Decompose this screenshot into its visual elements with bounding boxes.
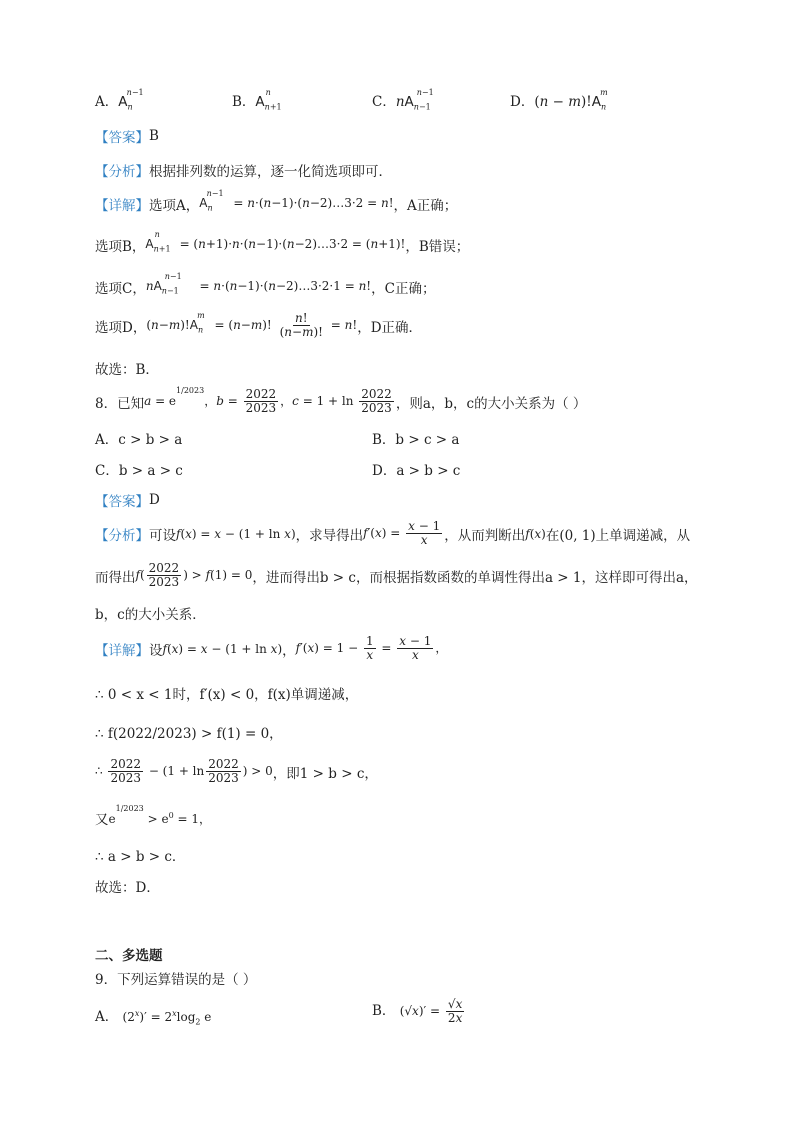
q7-option-c[interactable]: C．$nA_{n-1}^{n-1}$ [372, 87, 434, 112]
detail-a-suffix: ，A正确； [393, 198, 458, 214]
detail-text: ，即1 > b > c， [272, 765, 378, 782]
detail-formula: f(x) = x − (1 + ln x) [162, 641, 283, 656]
q8-answer [95, 490, 160, 510]
q7-option-a[interactable]: A．$A_n^{n-1}$ [95, 87, 144, 112]
detail-tag: 【详解】 [95, 642, 149, 659]
detail-text: 又 [95, 812, 109, 828]
analysis-text: 在(0, 1)上单调递减，从 [545, 527, 691, 544]
detail-c-suffix: ，C正确； [371, 281, 436, 297]
analysis-formula: f( $\frac{2022}{2023}$ ) > f(1) = 0 [135, 561, 253, 589]
q7-detail-d [95, 312, 422, 339]
q8-detail-line-3: ∴ f(2022/2023) > f(1) = 0， [95, 726, 283, 742]
detail-b-formula: $A_{n+1}^n$ = (n+1)·n·(n−1)·(n−2)…3·2 = (n+1)! [145, 230, 406, 254]
analysis-tag: 【分析】 [95, 164, 149, 180]
q7-option-a-label: A． [95, 94, 119, 110]
q8-analysis-line-1 [95, 520, 690, 547]
q8-stem-prefix: 8．已知 [95, 395, 145, 412]
detail-c-formula: $nA_{n-1}^{n-1}$ = n·(n−1)·(n−2)…3·2·1 = n! [145, 272, 372, 296]
q8-detail-line-2: ∴ 0 < x < 1时，f′(x) < 0，f(x)单调递减， [95, 687, 359, 703]
q9-option-a-formula: $(2^x)' = 2^x\log_2$ e [122, 1009, 212, 1027]
detail-c-prefix: 选项C， [95, 281, 146, 297]
analysis-text: 根据排列数的运算，逐一化简选项即可． [149, 164, 392, 180]
q7-option-c-label: C． [372, 94, 396, 110]
detail-d-prefix: 选项D， [95, 319, 147, 336]
analysis-text: ，进而得出b > c，而根据指数函数的单调性得出a > 1，这样即可得出a， [252, 569, 698, 586]
detail-b-prefix: 选项B， [95, 239, 146, 255]
q9-option-b-label: B． [372, 1003, 396, 1019]
q8-detail-line-4 [95, 758, 378, 785]
detail-formula: $e^{1/2023} > e^0 = 1$， [108, 803, 211, 826]
q7-option-d[interactable]: D．$(n - m)!A_n^m$ [510, 87, 608, 112]
detail-d-suffix: ，D正确． [357, 319, 423, 336]
answer-tag: 【答案】 [95, 130, 149, 146]
detail-formula: f′(x) = 1 − $\frac{1}{x}$ = $\frac{x - 1}{x}$ ， [295, 634, 448, 662]
section-heading: 二、多选题 [95, 948, 163, 964]
q7-detail-a [95, 189, 458, 214]
detail-formula: ∴ $\frac{2022}{2023}$ − (1 + ln $\frac{2022}{2023}$ ) > 0 [95, 757, 273, 785]
answer-value: D [149, 492, 160, 508]
answer-value: B [149, 128, 159, 144]
q8-option-b[interactable]: B．b > c > a [372, 432, 460, 448]
detail-b-suffix: ，B错误； [405, 239, 470, 255]
q8-option-c[interactable]: C．b > a > c [95, 463, 183, 479]
q8-conclusion: 故选：D． [95, 880, 160, 896]
detail-a-formula: $A_n^{n-1}$ = n·(n−1)·(n−2)…3·2 = n! [199, 189, 394, 213]
analysis-text: 而得出 [95, 569, 136, 586]
q7-answer [95, 126, 159, 146]
q8-option-a[interactable]: A．c > b > a [95, 432, 183, 448]
detail-a-prefix: 选项A， [149, 198, 200, 214]
q7-option-b-label: B． [232, 94, 256, 110]
q8-option-d[interactable]: D．a > b > c [372, 463, 461, 479]
q8-detail-line-1 [95, 635, 447, 662]
analysis-formula: f(x) [525, 526, 546, 541]
analysis-text: ，从而判断出 [444, 527, 526, 544]
q9-option-a[interactable] [95, 1005, 211, 1026]
q8-detail-line-6: ∴ a > b > c． [95, 849, 186, 865]
q8-stem-suffix: ，则a，b，c的大小关系为（ ） [395, 395, 587, 412]
analysis-text: 可设 [149, 527, 176, 544]
q7-detail-b [95, 230, 470, 255]
answer-tag: 【答案】 [95, 494, 149, 510]
analysis-tag: 【分析】 [95, 527, 149, 544]
q8-stem [95, 388, 586, 415]
analysis-formula: f′(x) = $\frac{x - 1}{x}$ [363, 519, 441, 547]
q7-detail-c [95, 272, 436, 297]
q7-option-b[interactable]: B．$A_{n+1}^n$ [232, 87, 282, 112]
q7-conclusion: 故选：B． [95, 362, 159, 378]
analysis-text: ，求导得出 [295, 527, 364, 544]
q7-option-d-label: D． [510, 94, 535, 110]
q9-option-b-formula: (√x)′ = $\frac{√x}{2x}$ [399, 997, 463, 1025]
q9-option-b[interactable] [372, 998, 466, 1025]
q7-analysis [95, 160, 392, 180]
detail-tag: 【详解】 [95, 198, 149, 214]
q8-stem-formula: $a = e^{1/2023}$，b = $\frac{2022}{2023}$ ，c = 1 + ln $\frac{2022}{2023}$ [144, 386, 392, 415]
q8-analysis-line-2 [95, 562, 698, 589]
detail-text: ， [282, 642, 296, 659]
detail-d-formula: $(n-m)!A_n^m = (n-m)$! $\frac{n!}{(n-m)!}$ = n! [146, 311, 358, 339]
analysis-formula: f(x) = x − (1 + ln x) [176, 526, 296, 541]
q8-detail-line-5 [95, 803, 211, 828]
q9-option-a-label: A． [95, 1009, 119, 1025]
q8-analysis-line-3: b，c的大小关系． [95, 607, 206, 623]
detail-text: 设 [149, 642, 163, 659]
q9-stem: 9．下列运算错误的是（ ） [95, 972, 257, 988]
